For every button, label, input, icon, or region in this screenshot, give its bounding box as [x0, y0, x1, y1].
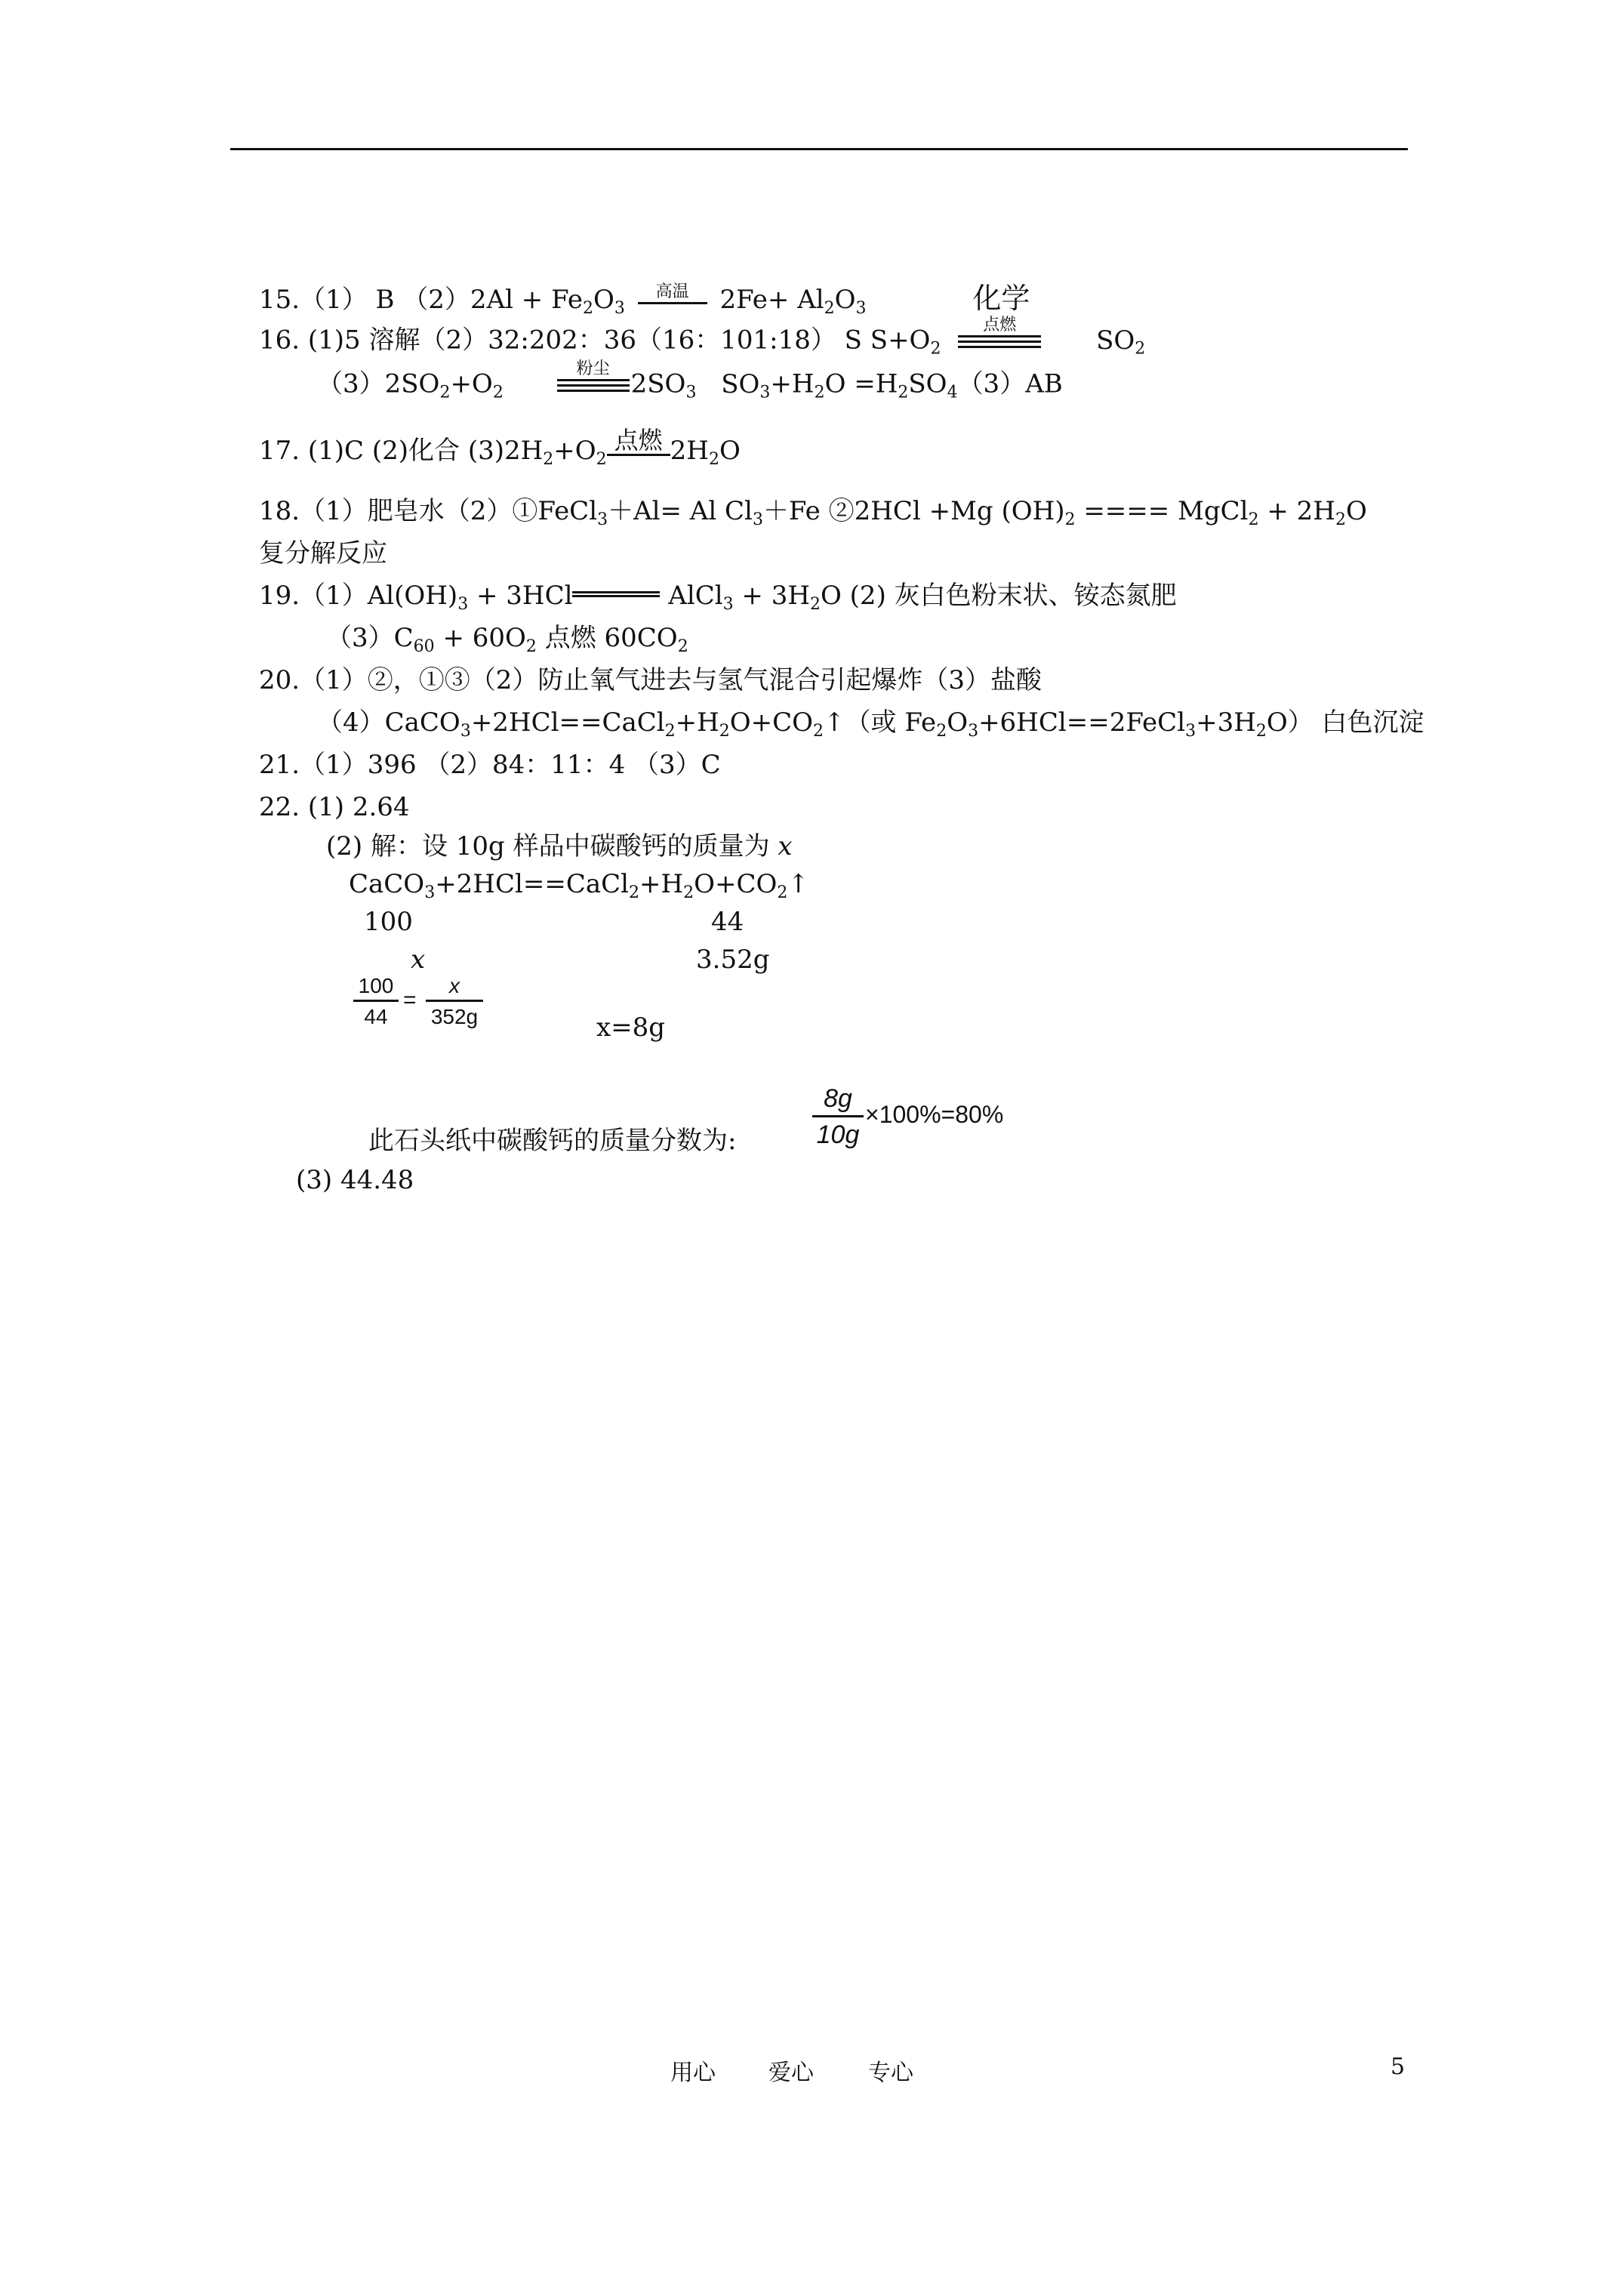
answer-18-line1: 18.（1）肥皂水（2）①FeCl$_3$＋Al= Al $Cl_3+Fe$ ②2HCl +Mg $(OH)_2$ ==== MgCl$_2$ + $2H_2O$ — [259, 496, 1367, 529]
molar-mass-caco3: 100 — [364, 907, 413, 937]
answer-15: 15.（1） B $(2)2Al + Fe_2O_3$ 高温 $2Fe+ Al_2O_3$ 化学 — [259, 282, 1030, 318]
answer-18-line2: 复分解反应 — [259, 538, 387, 569]
percentage-fraction: $\frac{8g}{10g}$ — [812, 1084, 864, 1150]
page-number: 5 — [1390, 2054, 1406, 2080]
answer-16-line2: $(3)2SO_2+O_2$ 粉尘 $2SO_3$ $SO_3+H_2O =H_2SO_4(3)AB$ — [317, 359, 1063, 402]
percentage-result: ×100%=80% — [865, 1101, 1004, 1128]
answer-17: 17. (1)C (2)化合 $(3)2H_2+O_2$ 点燃 $2H_2O$ — [259, 425, 741, 469]
equation-line: $CaCO_3+2HCl==CaCl_2+H_2O+CO_2↑$ — [349, 869, 809, 902]
answer-19-line2: $(3)C_{60} + 60O_2$ 点燃 $60CO_2$ — [326, 623, 688, 656]
answer-16-line1: 16. (1)5 溶解（2）32:202：36（16：101:18） S $S+O_2$ 点燃 $SO_2$ — [259, 316, 1146, 359]
reaction-arrow: 高温 — [638, 284, 707, 304]
answer-22-part2: (2) 解：设 10g 样品中碳酸钙的质量为 x — [326, 831, 793, 861]
molar-mass-co2: 44 — [711, 907, 744, 937]
mass-co2: 3.52g — [696, 945, 770, 975]
answer-20-line2: $(4)CaCO_3+2HCl==CaCl_2+H_2O+CO_2↑$（或 $Fe_2O_3+6HCl==2FeCl_3+3H_2O$） 白色沉淀 — [317, 707, 1424, 741]
answer-21: 21.（1）396 （2）84：11：4 （3）C — [259, 750, 721, 780]
footer-motto-3: 专心 — [868, 2060, 913, 2086]
unknown-x: x — [411, 945, 426, 975]
equals-sign: = — [403, 988, 417, 1012]
answer-22-part3: (3) 44.48 — [296, 1165, 414, 1195]
result-x: x=8g — [596, 1012, 666, 1043]
answer-19-line1: $19.(1)Al(OH)_3 + 3HCl$ AlCl$_3$ + $3H_2O$ (2) 灰白色粉末状、铵态氮肥 — [259, 581, 1177, 614]
reaction-arrow: 点燃 — [607, 428, 670, 456]
reaction-arrow — [572, 591, 660, 597]
answer-20-line1: 20.（1）②，①③（2）防止氧气进去与氢气混合引起爆炸（3）盐酸 — [259, 665, 1042, 695]
reaction-arrow: 点燃 — [958, 317, 1041, 348]
footer-motto-1: 用心 — [670, 2060, 716, 2086]
ratio-fraction-left: $\frac{100}{44}$ — [353, 974, 399, 1029]
header-rule — [230, 148, 1408, 150]
ratio-fraction-right: $\frac{x}{352g}$ — [426, 974, 483, 1029]
answer-22-part1: 22. (1) 2.64 — [259, 792, 410, 822]
reaction-arrow: 粉尘 — [557, 361, 630, 392]
footer-motto-2: 爱心 — [768, 2060, 814, 2086]
percentage-label: 此石头纸中碳酸钙的质量分数为: — [368, 1126, 737, 1156]
